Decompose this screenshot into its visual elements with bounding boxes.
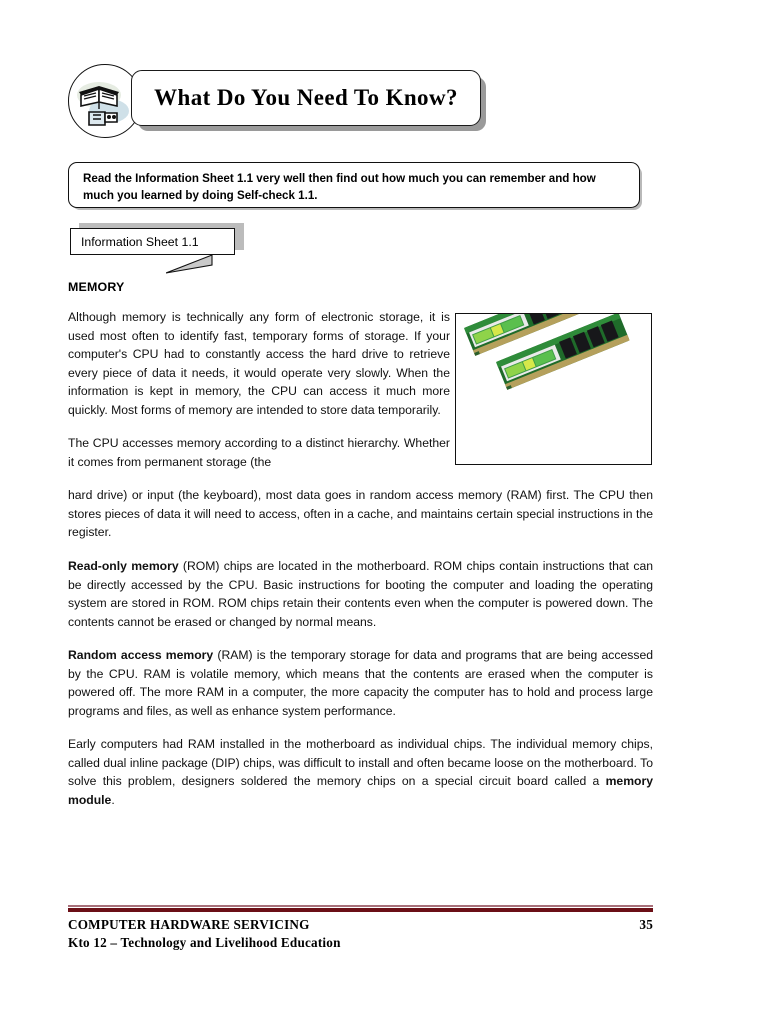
- paragraph-early-text-before: Early computers had RAM installed in the motherboard as individual chips. The individual memory chips, called dual inline package (DIP) chips, was difficult to install and often became loose on the motherboard. To solve this problem, designers soldered the memory chips on a special circuit board called a: [68, 737, 653, 789]
- instruction-text: Read the Information Sheet 1.1 very well then find out how much you can remember and how much you learned by doing Self-check 1.1.: [83, 172, 596, 202]
- footer-text-block: [68, 917, 653, 951]
- footer-row-primary: [68, 917, 653, 933]
- page-title: What Do You Need To Know?: [154, 85, 458, 110]
- information-sheet-callout: [70, 228, 235, 255]
- body-content: [68, 280, 653, 825]
- paragraph-memory-intro: Although memory is technically any form of electronic storage, it is used most often to identify fast, temporary forms of storage. If your computer's CPU had to constantly access the hard drive to retrieve every piece of data it needs, it would operate very slowly. When the information is kept in memory, the CPU can access it much more quickly. Most forms of memory are intended to store data temporarily.: [68, 310, 450, 417]
- paragraph-read-only-memory: [68, 557, 653, 631]
- paragraph-rom-text: (ROM) chips are located in the motherboard. ROM chips contain instructions that can be directly accessed by the CPU. Basic instructions for booting the computer and loading the operating system are stored in ROM. ROM chips retain their contents even when the computer is powered down. The contents cannot be erased or changed by normal means.: [68, 559, 654, 629]
- footer-program-subtitle: Kto 12 – Technology and Livelihood Education: [68, 935, 341, 950]
- footer-rule-thin: [68, 905, 653, 907]
- footer-rule-thick: [68, 908, 653, 912]
- callout-label: Information Sheet 1.1: [81, 234, 199, 249]
- lead-term-rom: Read-only memory: [68, 559, 179, 574]
- header-title-box: [131, 70, 481, 126]
- page-footer: [68, 905, 653, 951]
- lead-term-ram: Random access memory: [68, 648, 214, 663]
- paragraph-early-text-after: .: [111, 793, 115, 808]
- callout-tail-icon: [166, 253, 246, 275]
- paragraph-cpu-hierarchy-part1: The CPU accesses memory according to a distinct hierarchy. Whether it comes from permanent storage (the: [68, 436, 450, 469]
- paragraph-random-access-memory: [68, 646, 653, 720]
- page-header: [68, 62, 488, 142]
- section-heading-memory: MEMORY: [68, 280, 125, 294]
- footer-course-title: COMPUTER HARDWARE SERVICING: [68, 917, 310, 932]
- callout-box: [70, 228, 235, 255]
- paragraph-ram-text: (RAM) is the temporary storage for data and programs that are being accessed by the CPU. RAM is volatile memory, which means that the contents are erased when the computer is powered off. The more RAM in a computer, the more capacity the computer has to hold and process large programs and files, as well as enhance system performance.: [68, 648, 654, 718]
- bold-term-memory-module: memory module: [68, 774, 653, 808]
- page-number: 35: [639, 917, 653, 932]
- paragraph-early-computers: [68, 735, 653, 809]
- paragraph-cpu-hierarchy-part2: hard drive) or input (the keyboard), most data goes in random access memory (RAM) first. The CPU then stores pieces of data it will need to access, often in a cache, and maintains certain special instructions in the register.: [68, 488, 653, 540]
- instruction-box: [68, 162, 640, 208]
